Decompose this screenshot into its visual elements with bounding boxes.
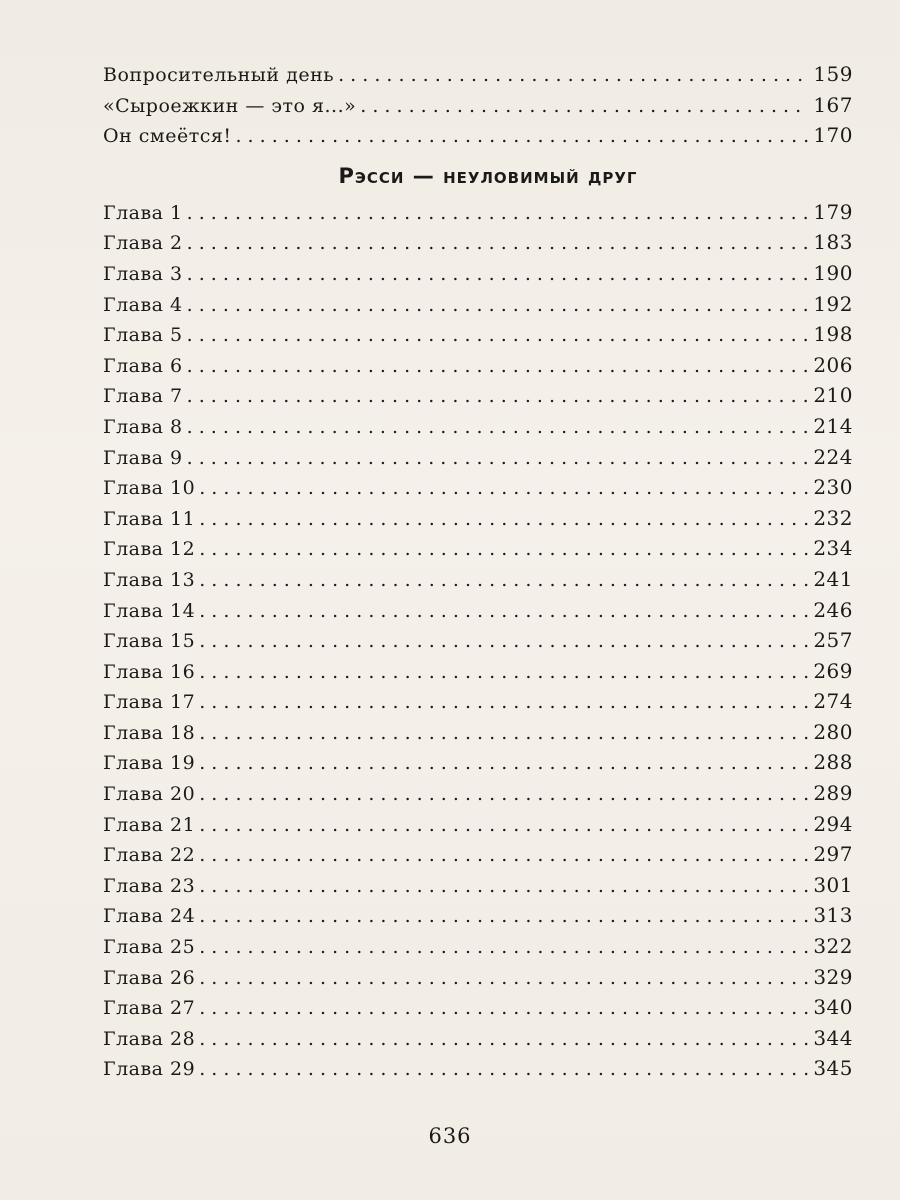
dot-leader (199, 718, 809, 749)
toc-entry-title: Глава 19 (103, 752, 196, 775)
dot-leader (187, 320, 810, 351)
toc-entry-page: 232 (813, 505, 853, 530)
toc-entry (103, 319, 853, 350)
toc-entry-page: 230 (813, 475, 853, 500)
dot-leader (187, 443, 810, 474)
toc-entry-page: 206 (813, 352, 853, 377)
toc-entry-page: 257 (813, 628, 853, 653)
toc-entry (103, 870, 853, 901)
toc-entry-page: 192 (813, 291, 853, 316)
dot-leader (187, 198, 810, 229)
toc-entry-page: 198 (813, 322, 853, 347)
toc-entry (103, 380, 853, 411)
toc-entry-title: Глава 22 (103, 844, 196, 867)
toc-entry (103, 289, 853, 320)
toc-entry (103, 900, 853, 931)
dot-leader (199, 810, 809, 841)
dot-leader (199, 565, 809, 596)
toc-entry-title: Глава 21 (103, 813, 196, 836)
dot-leader (199, 534, 809, 565)
toc-entry (103, 503, 853, 534)
dot-leader (199, 473, 809, 504)
toc-entry-title: Глава 17 (103, 691, 196, 714)
toc-entry-title: Глава 15 (103, 630, 196, 653)
toc-entry-page: 183 (813, 230, 853, 255)
toc-entry-title: Глава 28 (103, 1027, 196, 1050)
toc-entry (103, 625, 853, 656)
dot-leader (199, 901, 809, 932)
toc-entry-page: 289 (813, 781, 853, 806)
dot-leader (199, 1024, 809, 1055)
toc-entry-title: Глава 18 (103, 721, 196, 744)
toc-entry-title: Вопросительный день (103, 64, 335, 86)
toc-entry-title: Глава 16 (103, 660, 196, 683)
toc-entry-title: Глава 6 (103, 354, 183, 377)
dot-leader (187, 290, 810, 321)
toc-entry-title: Глава 25 (103, 936, 196, 959)
dot-leader (199, 779, 809, 810)
dot-leader (235, 121, 809, 152)
toc-entry-title: Глава 26 (103, 966, 196, 989)
toc-entry-page: 288 (813, 750, 853, 775)
dot-leader (199, 840, 809, 871)
dot-leader (199, 748, 809, 779)
dot-leader (187, 259, 810, 290)
toc-entry-title: Глава 24 (103, 905, 196, 928)
toc-entry-page: 246 (813, 597, 853, 622)
toc-entry (103, 533, 853, 564)
toc-entry-title: Глава 12 (103, 538, 196, 561)
toc-entry-title: Глава 23 (103, 874, 196, 897)
toc-entry (103, 992, 853, 1023)
toc-entry-page: 329 (813, 964, 853, 989)
toc-entry-page: 340 (813, 995, 853, 1020)
toc-entry-title: Глава 27 (103, 997, 196, 1020)
toc-entry (103, 197, 853, 228)
toc-entry-title: Он смеётся! (103, 125, 232, 148)
toc-entry-page: 214 (813, 413, 853, 438)
dot-leader (199, 596, 809, 627)
dot-leader (199, 963, 809, 994)
toc-entry-page: 269 (813, 658, 853, 683)
toc-entry-title: Глава 13 (103, 568, 196, 591)
dot-leader (199, 932, 809, 963)
toc-entry (103, 809, 853, 840)
toc-entry (103, 717, 853, 748)
toc-entry-page: 274 (813, 689, 853, 714)
dot-leader (199, 626, 809, 657)
toc-entry-title: Глава 29 (103, 1058, 196, 1081)
toc-entry (103, 564, 853, 595)
toc-entry (103, 1023, 853, 1054)
dot-leader (187, 412, 810, 443)
page-number: 636 (428, 1124, 472, 1148)
toc-entry-title: Глава 2 (103, 232, 183, 255)
toc-entry (103, 839, 853, 870)
toc-entry-page: 322 (813, 934, 853, 959)
toc-entry (103, 258, 853, 289)
toc-entry-title: Глава 8 (103, 415, 183, 438)
dot-leader (199, 993, 809, 1024)
dot-leader (199, 657, 809, 688)
toc-entry (103, 931, 853, 962)
toc-entry (103, 411, 853, 442)
toc-entry (103, 1053, 853, 1084)
toc-entry (103, 59, 853, 90)
dot-leader (199, 687, 809, 718)
toc-entry-title: Глава 20 (103, 783, 196, 806)
toc-entry-page: 297 (813, 842, 853, 867)
toc-entry-page: 294 (813, 811, 853, 836)
toc-entry-title: Глава 10 (103, 477, 196, 500)
toc-entry-page: 190 (813, 260, 853, 285)
dot-leader (187, 381, 810, 412)
toc-entry (103, 120, 853, 151)
dot-leader (187, 351, 810, 382)
toc-entry (103, 962, 853, 993)
intro-entries (103, 59, 853, 151)
toc-entry-page: 301 (813, 872, 853, 897)
toc-entry-page: 170 (813, 123, 853, 148)
toc-entry-title: Глава 11 (103, 507, 196, 530)
dot-leader (199, 1054, 809, 1085)
toc-entry (103, 442, 853, 473)
toc-entry-page: 313 (813, 903, 853, 928)
dot-leader (360, 91, 809, 122)
toc-entry-page: 344 (813, 1025, 853, 1050)
toc-entry-title: Глава 5 (103, 324, 183, 347)
section-title: Рэсси — неуловимый друг (338, 163, 638, 188)
toc-entry-title: Глава 1 (103, 201, 183, 224)
dot-leader (338, 60, 809, 91)
toc-entry (103, 656, 853, 687)
toc-entry-title: Глава 9 (103, 446, 183, 469)
toc-entry-title: Глава 7 (103, 385, 183, 408)
toc-entry (103, 90, 853, 121)
toc-entry (103, 747, 853, 778)
toc-entry-page: 210 (813, 383, 853, 408)
dot-leader (199, 504, 809, 535)
toc-entry-page: 345 (813, 1056, 853, 1081)
dot-leader (199, 871, 809, 902)
toc-entry-page: 159 (813, 62, 853, 86)
toc-entry-page: 224 (813, 444, 853, 469)
toc-entry (103, 472, 853, 503)
table-of-contents (103, 59, 853, 1084)
dot-leader (187, 228, 810, 259)
toc-entry-title: Глава 14 (103, 599, 196, 622)
toc-entry (103, 595, 853, 626)
chapter-entries (103, 197, 853, 1084)
toc-entry-title: Глава 4 (103, 293, 183, 316)
toc-entry-page: 179 (813, 199, 853, 224)
toc-entry (103, 350, 853, 381)
toc-entry (103, 227, 853, 258)
toc-entry-page: 167 (813, 92, 853, 117)
toc-entry (103, 778, 853, 809)
toc-entry-page: 234 (813, 536, 853, 561)
toc-entry-page: 280 (813, 719, 853, 744)
toc-entry-title: Глава 3 (103, 262, 183, 285)
toc-entry (103, 686, 853, 717)
toc-entry-page: 241 (813, 566, 853, 591)
toc-entry-title: «Сыроежкин — это я...» (103, 94, 357, 117)
